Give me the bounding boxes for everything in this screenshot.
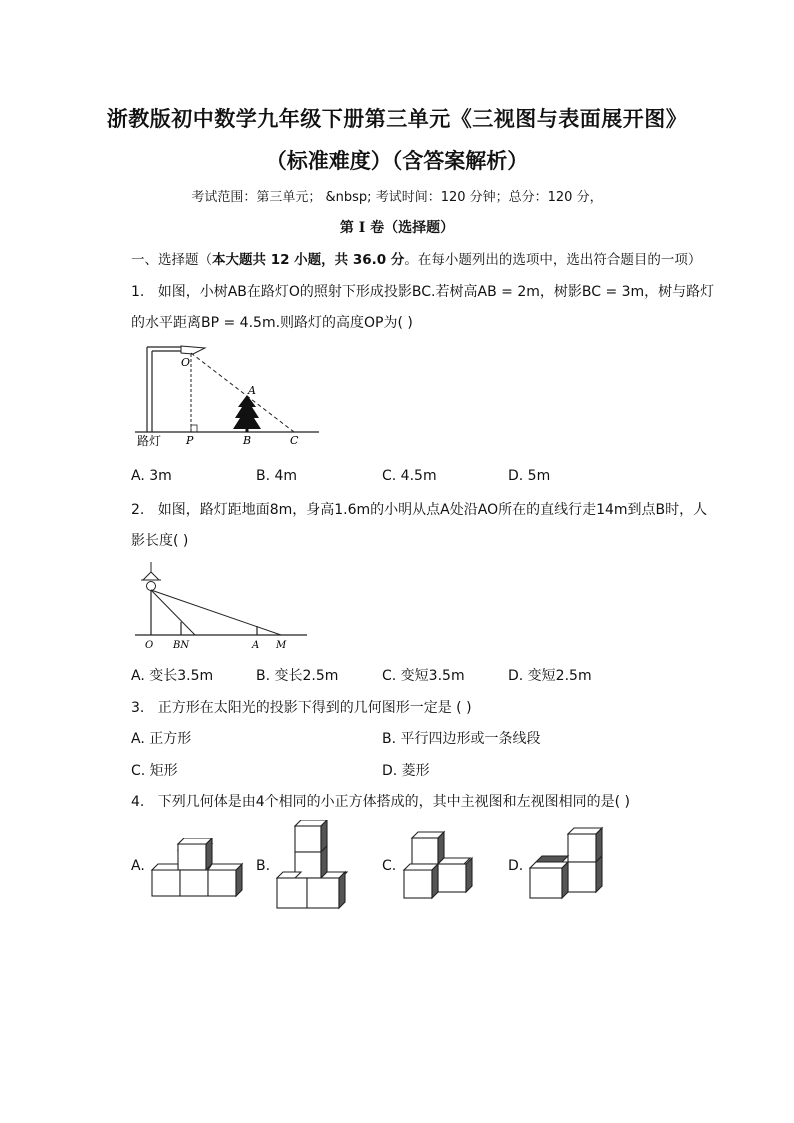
svg-text:A: A xyxy=(252,640,260,651)
svg-text:M: M xyxy=(276,640,287,651)
section-heading: 一、选择题（本大题共 12 小题，共 36.0 分。在每小题列出的选项中，选出符合题目的一项） xyxy=(131,252,702,268)
question-1-line-1: 1. 如图，小树AB在路灯O的照射下形成投影BC.若树高AB = 2m，树影BC = 3m，树与路灯 xyxy=(131,284,715,300)
question-1-line-2: 的水平距离BP = 4.5m.则路灯的高度OP为( ) xyxy=(131,315,413,331)
question-3-option-b: B. 平行四边形或一条线段 xyxy=(382,731,541,747)
svg-text:A: A xyxy=(248,384,256,397)
question-2-option-d: D. 变短2.5m xyxy=(508,668,592,684)
question-4-option-b: B. xyxy=(256,858,271,874)
question-1-option-d: D. 5m xyxy=(508,468,551,484)
question-3-option-a: A. 正方形 xyxy=(131,731,192,747)
question-1-option-b: B. 4m xyxy=(256,468,298,484)
svg-text:O: O xyxy=(181,356,191,369)
document-subtitle: （标准难度）（含答案解析） xyxy=(265,148,529,173)
svg-text:O: O xyxy=(145,640,154,651)
document-title: 浙教版初中数学九年级下册第三单元《三视图与表面展开图》 xyxy=(106,106,688,131)
question-4-option-a: A. xyxy=(131,858,145,874)
question-4-figure-b xyxy=(275,820,349,912)
svg-text:P: P xyxy=(186,434,194,447)
question-2-option-c: C. 变短3.5m xyxy=(382,668,465,684)
question-2-option-b: B. 变长2.5m xyxy=(256,668,339,684)
svg-text:BN: BN xyxy=(173,640,190,651)
question-4-option-d: D. xyxy=(508,858,524,874)
question-1-figure xyxy=(131,339,321,451)
question-1-option-a: A. 3m xyxy=(131,468,172,484)
question-4-figure-c xyxy=(400,828,480,902)
question-4-line-1: 4. 下列几何体是由4个相同的小正方体搭成的，其中主视图和左视图相同的是( ) xyxy=(131,794,630,810)
exam-info: 考试范围：第三单元； &nbsp; 考试时间：120 分钟；总分：120 分， xyxy=(191,190,603,205)
svg-text:C: C xyxy=(290,434,299,447)
question-2-option-a: A. 变长3.5m xyxy=(131,668,214,684)
question-3-line-1: 3. 正方形在太阳光的投影下得到的几何图形一定是 ( ) xyxy=(131,700,472,716)
question-1-option-c: C. 4.5m xyxy=(382,468,437,484)
svg-text:B: B xyxy=(243,434,252,447)
section-heading-bold: 本大题共 12 小题，共 36.0 分 xyxy=(212,252,405,268)
question-4-option-c: C. xyxy=(382,858,397,874)
svg-text:路灯: 路灯 xyxy=(137,434,162,448)
question-3-option-d: D. 菱形 xyxy=(382,763,430,779)
question-4-figure-a xyxy=(150,838,246,900)
question-2-line-1: 2. 如图，路灯距地面8m，身高1.6m的小明从点A处沿AO所在的直线行走14m到点B时，人 xyxy=(131,502,708,518)
tree-icon xyxy=(233,395,261,432)
question-3-option-c: C. 矩形 xyxy=(131,763,178,779)
question-2-line-2: 影长度( ) xyxy=(131,533,189,549)
part-title: 第 I 卷（选择题） xyxy=(339,220,455,236)
question-4-figure-d xyxy=(526,826,612,900)
question-2-figure xyxy=(131,560,311,652)
